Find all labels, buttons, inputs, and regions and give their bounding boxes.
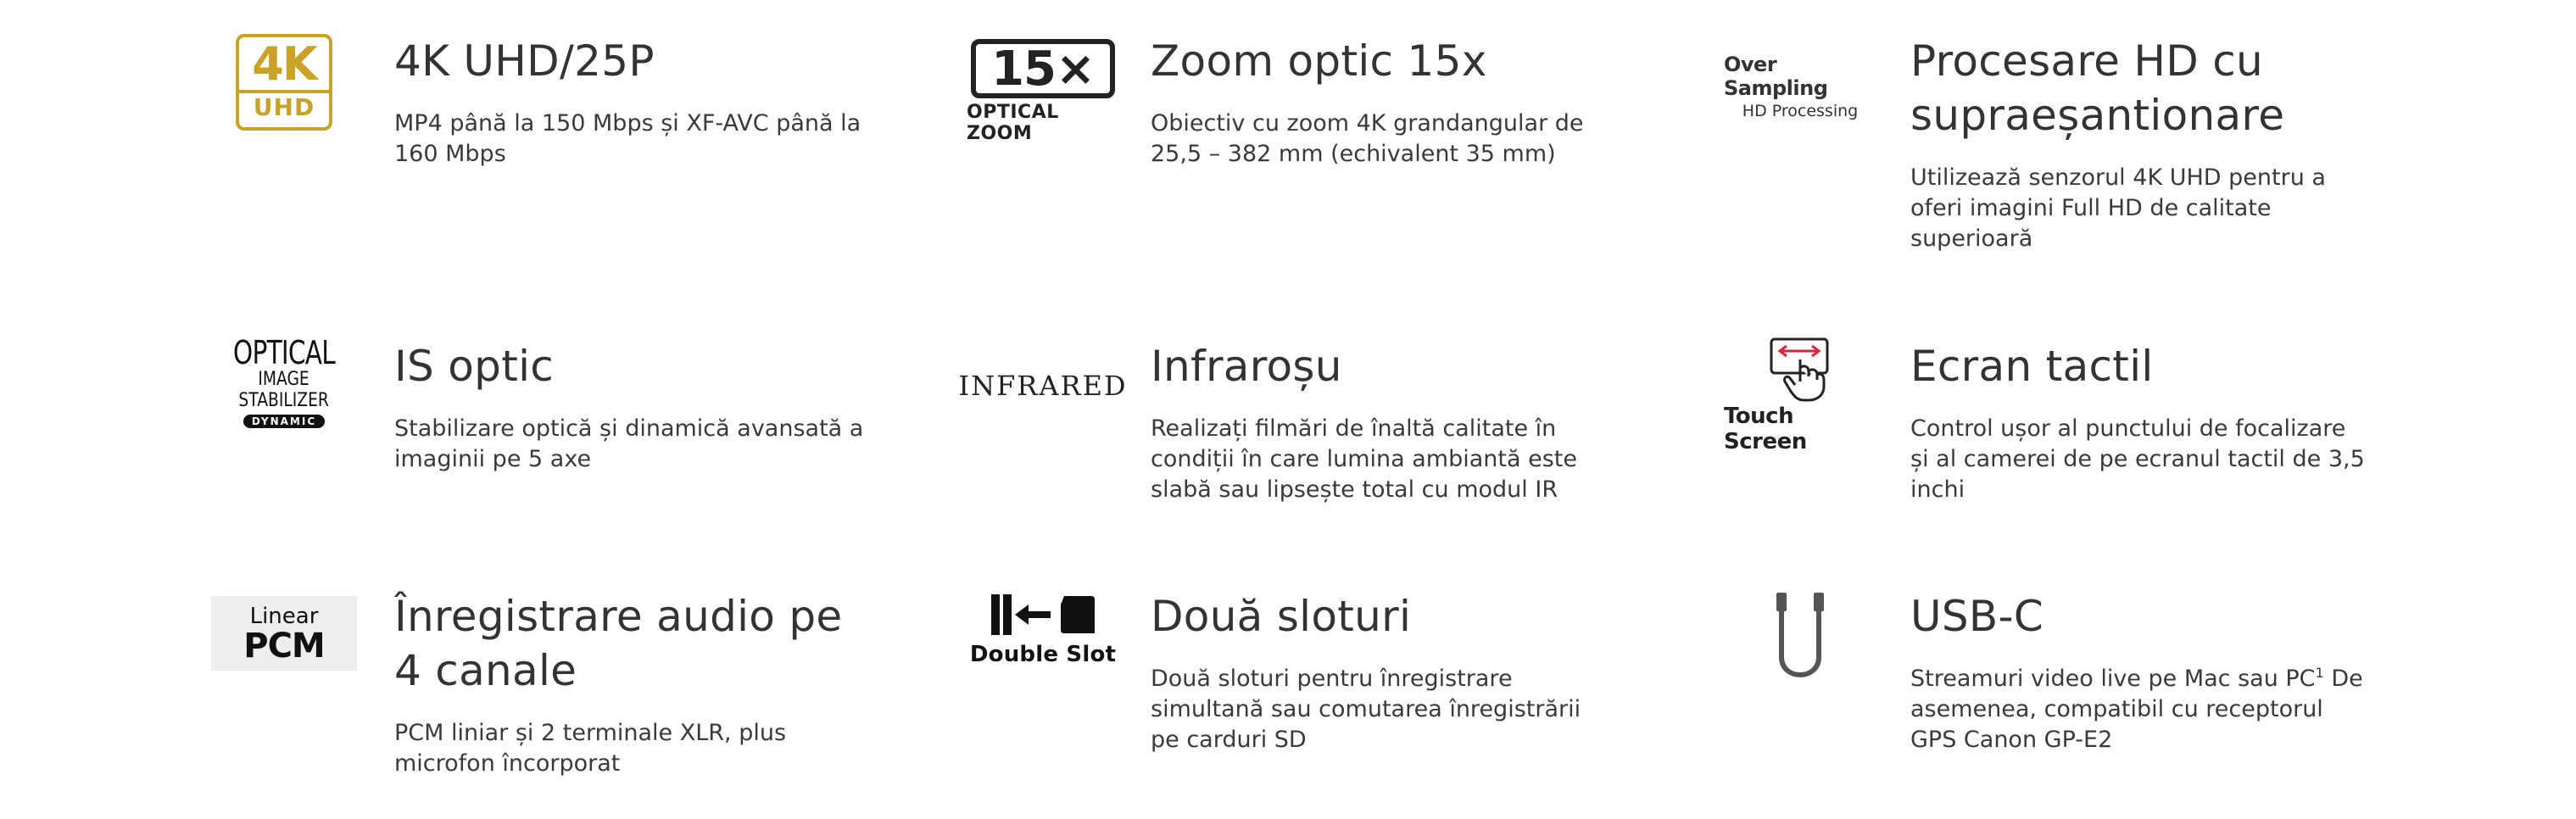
feature-description xyxy=(1910,664,2368,755)
feature-title: USB-C xyxy=(1910,592,2044,641)
footnote-marker[interactable]: 1 xyxy=(2315,665,2324,681)
infrared-icon-label: INFRARED xyxy=(958,370,1128,402)
ois-icon-line2: IMAGE xyxy=(258,369,310,390)
usb-desc-part1: Streamuri video live pe Mac sau PC xyxy=(1910,666,2316,692)
pcm-icon-line1: Linear xyxy=(249,604,319,629)
feature-description: Utilizează senzorul 4K UHD pentru a oferi imagini Full HD de calitate superioară xyxy=(1910,164,2326,252)
sd-card-slot-icon xyxy=(979,593,1107,637)
optical-zoom-icon xyxy=(967,34,1119,153)
touch-screen-icon xyxy=(1724,339,1876,458)
usb-desc-part2: De asemenea, compatibil cu receptorul GPS Canon GP-E2 xyxy=(1910,666,2363,753)
double-slot-icon-label: Double Slot xyxy=(969,642,1117,667)
ois-icon-line1: OPTICAL xyxy=(232,334,336,371)
feature-description: Două sloturi pentru înregistrare simultană sau comutarea înregistrării pe carduri SD xyxy=(1151,666,1581,753)
double-slot-icon xyxy=(967,589,1119,708)
oversampling-icon-line2: HD Processing xyxy=(1742,102,1859,120)
feature-title: Zoom optic 15x xyxy=(1151,36,1487,86)
4k-icon-big: 4K xyxy=(252,37,316,91)
feature-description: Obiectiv cu zoom 4K grandangular de 25,5 – 382 mm (echivalent 35 mm) xyxy=(1151,110,1584,167)
linear-pcm-icon xyxy=(208,589,360,708)
feature-title: Două sloturi xyxy=(1151,592,1412,641)
feature-description: Stabilizare optică și dinamică avansată a imaginii pe 5 axe xyxy=(394,415,864,472)
zoom-icon-caption: OPTICAL ZOOM xyxy=(967,102,1059,144)
pcm-icon-line2: PCM xyxy=(243,627,325,666)
infrared-icon xyxy=(958,339,1128,458)
feature-description: Realizați filmări de înaltă calitate în condiții în care lumina ambiantă este slabă sau lipsește total cu modul IR xyxy=(1151,415,1577,503)
oversampling-icon-line1: Over Sampling xyxy=(1724,53,1828,100)
ois-icon-line3: STABILIZER xyxy=(238,390,330,411)
4k-uhd-icon xyxy=(208,34,360,153)
touch-hand-icon xyxy=(1759,334,1841,402)
4k-icon-small: UHD xyxy=(253,93,315,121)
touch-icon-label: Touch Screen xyxy=(1724,404,1807,454)
feature-title: Infraroșu xyxy=(1151,342,1342,391)
usb-c-cable-icon xyxy=(1724,589,1876,708)
zoom-icon-box: 15× xyxy=(971,39,1115,98)
optical-image-stabilizer-icon xyxy=(208,334,360,458)
feature-title: Ecran tactil xyxy=(1910,342,2154,391)
oversampling-icon xyxy=(1724,34,1876,153)
feature-title: IS optic xyxy=(394,342,555,391)
feature-description: PCM liniar și 2 terminale XLR, plus microfon încorporat xyxy=(394,720,787,777)
usb-cable-icon xyxy=(1758,589,1843,691)
feature-title: Procesare HD cu supraeșantionare xyxy=(1910,36,2285,140)
feature-description: Control ușor al punctului de focalizare și al camerei de pe ecranul tactil de 3,5 inchi xyxy=(1910,415,2365,503)
feature-title: Înregistrare audio pe 4 canale xyxy=(394,592,843,695)
ois-icon-badge: DYNAMIC xyxy=(243,415,325,428)
feature-title: 4K UHD/25P xyxy=(394,36,655,86)
feature-description: MP4 până la 150 Mbps și XF-AVC până la 160 Mbps xyxy=(394,110,861,167)
